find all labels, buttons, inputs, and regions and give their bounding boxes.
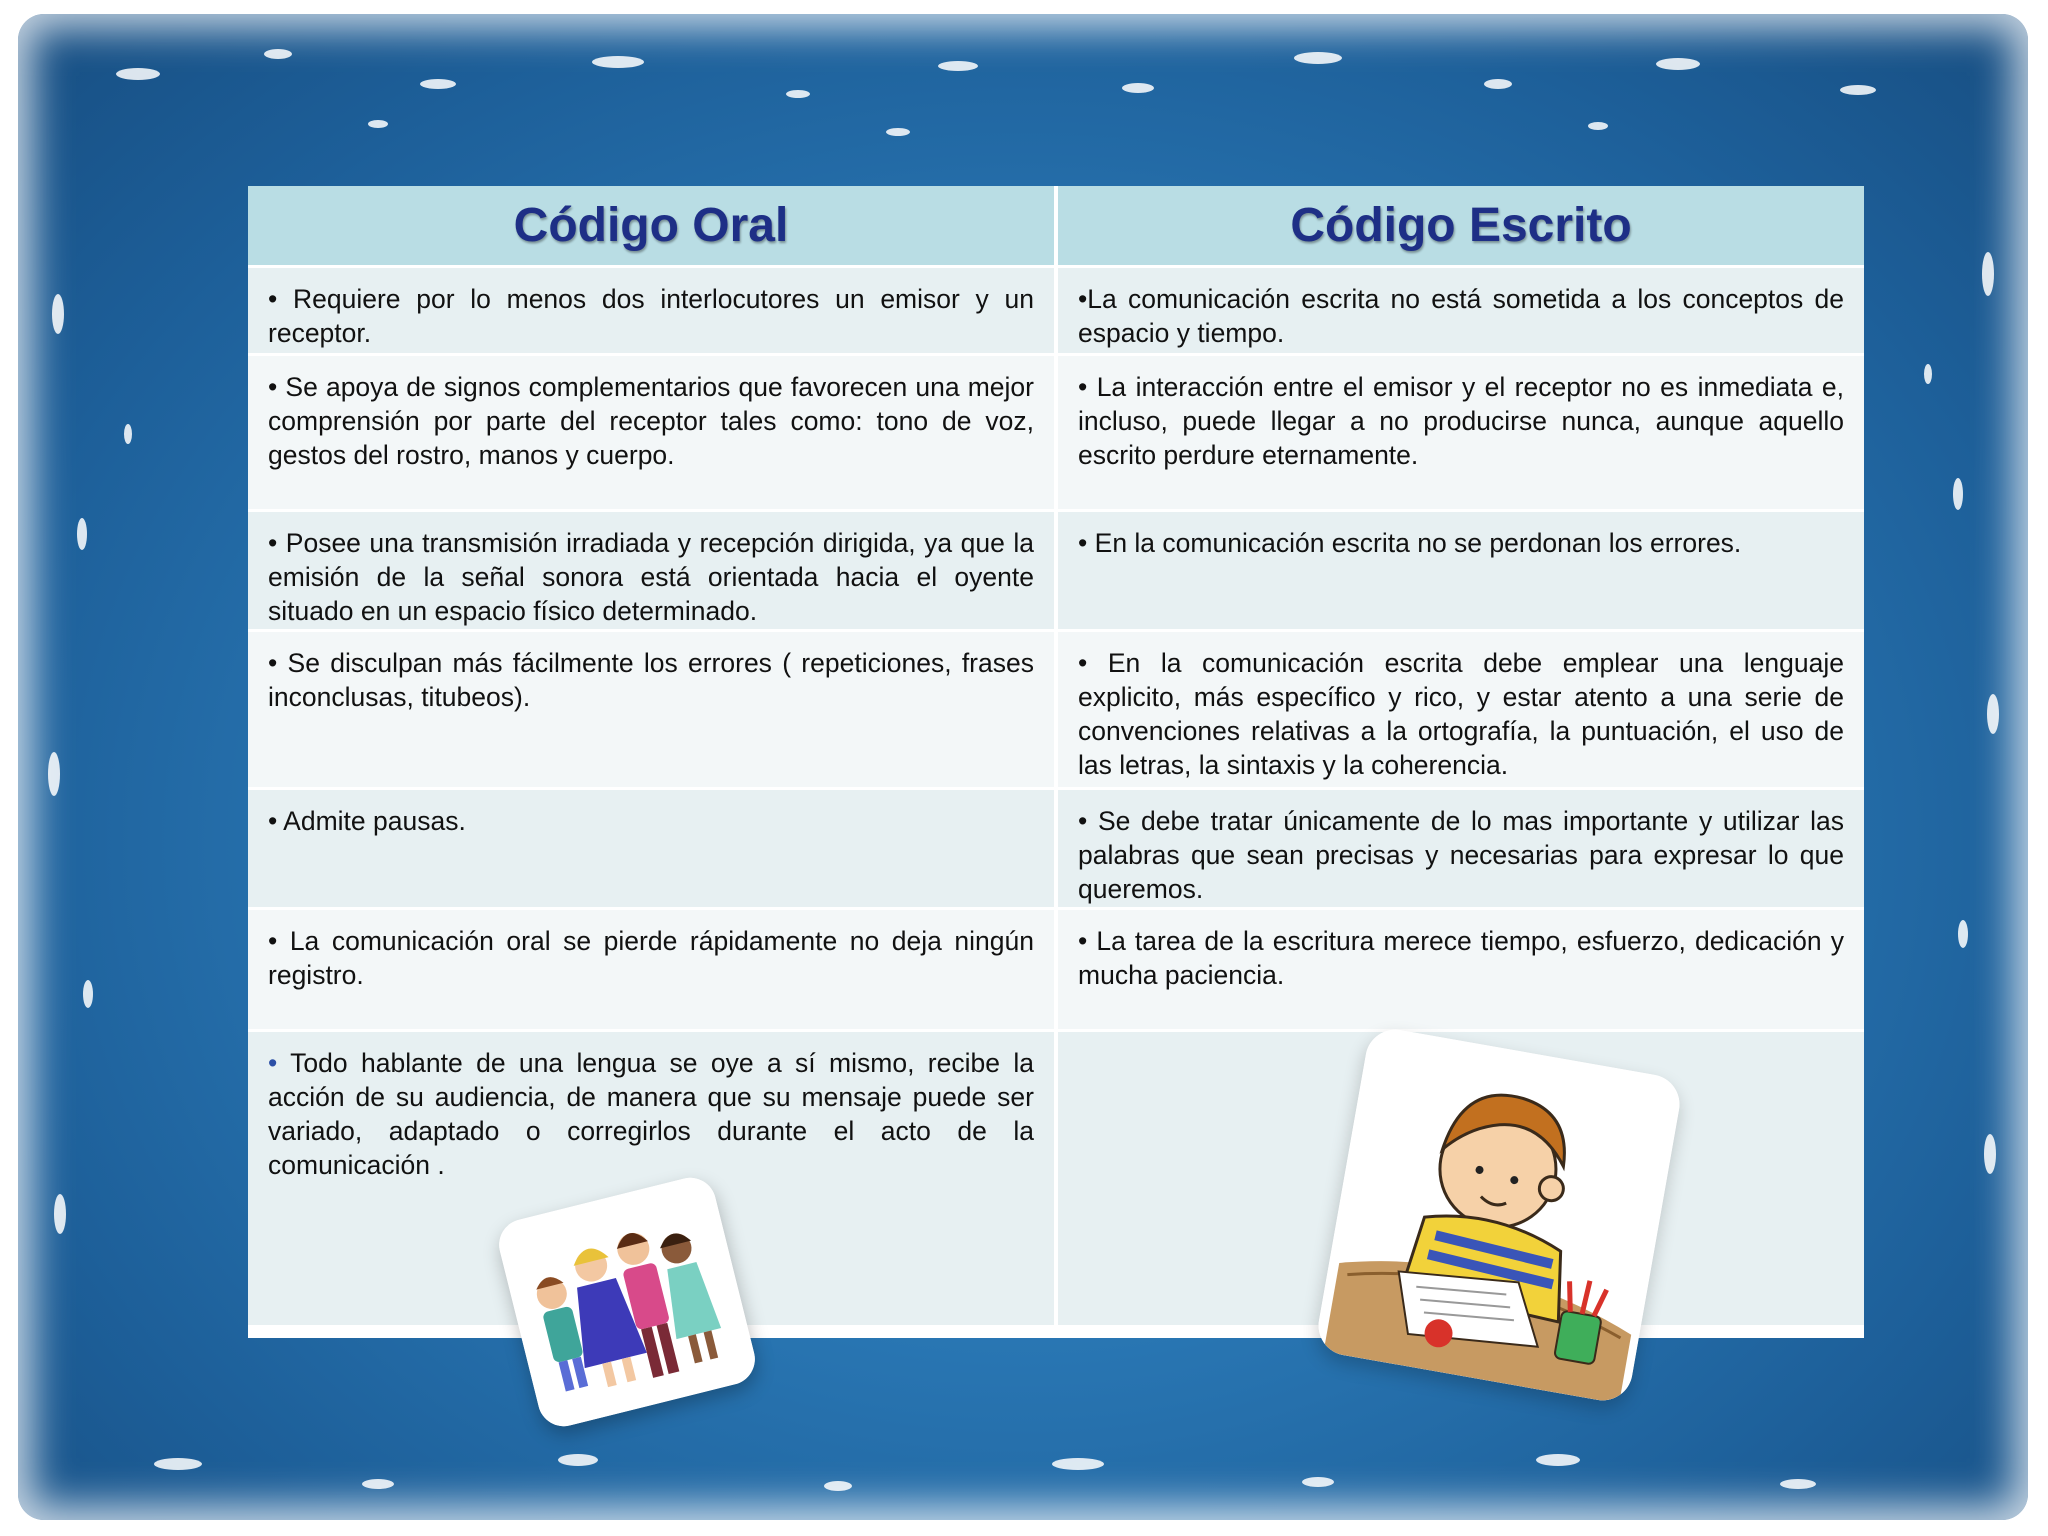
blue-bullet: • (268, 1048, 278, 1078)
oral-cell-1: • Requiere por lo menos dos interlocutores un emisor y un receptor. (248, 268, 1054, 356)
oral-cell-2: • Se apoya de signos complementarios que favorecen una mejor comprensión por parte del receptor tales como: tono de voz, gestos del rostro, manos y cuerpo. (248, 356, 1054, 512)
boy-writing-clipart-icon (1314, 1025, 1684, 1405)
oral-cell-6: • La comunicación oral se pierde rápidamente no deja ningún registro. (248, 910, 1054, 1032)
boy-writing-illustration (1314, 1025, 1684, 1405)
escrito-cell-1: •La comunicación escrita no está sometida a los conceptos de espacio y tiempo. (1058, 268, 1864, 356)
header-codigo-escrito: Código Escrito (1058, 186, 1864, 268)
oral-cell-3: • Posee una transmisión irradiada y recepción dirigida, ya que la emisión de la señal sonora está orientada hacia el oyente situado en un espacio físico determinado. (248, 512, 1054, 632)
oral-cell-4: • Se disculpan más fácilmente los errores ( repeticiones, frases inconclusas, titubeos). (248, 632, 1054, 790)
escrito-cell-5: • Se debe tratar únicamente de lo mas importante y utilizar las palabras que sean precisas y necesarias para expresar lo que queremos. (1058, 790, 1864, 910)
header-codigo-oral: Código Oral (248, 186, 1054, 268)
oral-cell-5: • Admite pausas. (248, 790, 1054, 910)
escrito-cell-2: • La interacción entre el emisor y el receptor no es inmediata e, incluso, puede llegar a no producirse nunca, aunque aquello escrito perdure eternamente. (1058, 356, 1864, 512)
escrito-cell-4: • En la comunicación escrita debe emplear una lenguaje explicito, más específico y rico, y estar atento a una serie de convenciones relativas a la ortografía, la puntuación, el uso de las letras, la sintaxis y la coherencia. (1058, 632, 1864, 790)
oral-cell-7-text: Todo hablante de una lengua se oye a sí mismo, recibe la acción de su audiencia, de manera que su mensaje puede ser variado, adaptado o corregirlos durante el acto de la comunicación . (268, 1048, 1034, 1180)
escrito-cell-6: • La tarea de la escritura merece tiempo, esfuerzo, dedicación y mucha paciencia. (1058, 910, 1864, 1032)
escrito-cell-3: • En la comunicación escrita no se perdonan los errores. (1058, 512, 1864, 632)
